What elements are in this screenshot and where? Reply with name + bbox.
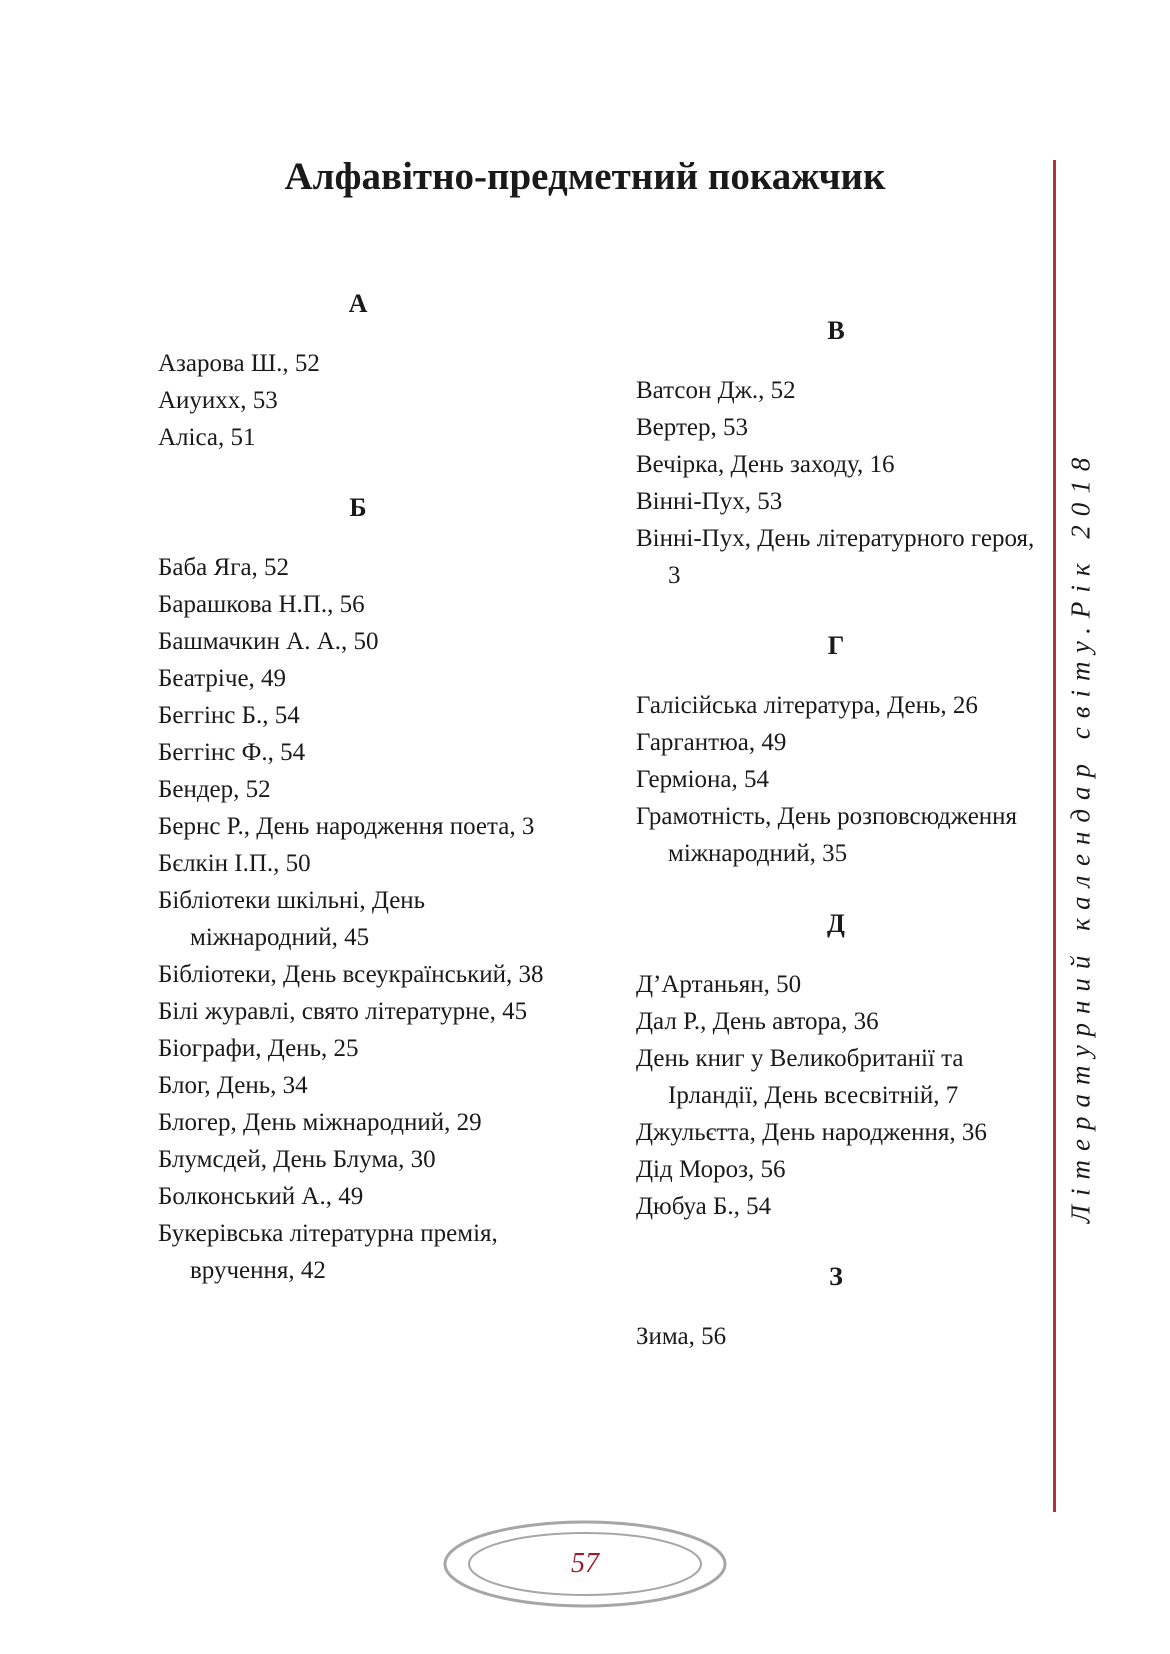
index-entry-list bbox=[158, 549, 558, 1289]
page-title: Алфавітно-предметний покажчик bbox=[284, 155, 886, 198]
index-entry: Беатріче, 49 bbox=[158, 665, 287, 693]
index-section bbox=[158, 492, 558, 1289]
index-entry: Беггінс Ф., 54 bbox=[158, 739, 306, 767]
section-letter: Д bbox=[827, 909, 845, 939]
index-entry: Блогер, День міжнародний, 29 bbox=[158, 1109, 482, 1137]
index-entry-list bbox=[158, 345, 558, 456]
index-entry: Вінні-Пух, 53 bbox=[636, 488, 783, 516]
index-entry-list bbox=[636, 372, 1036, 594]
index-entry: День книг у Великобританії та Ірландії, День всесвітній, 7 bbox=[636, 1044, 964, 1109]
index-entry: Дід Мороз, 56 bbox=[636, 1155, 786, 1183]
index-entry: Бєлкін І.П., 50 bbox=[158, 850, 311, 878]
section-letter: В bbox=[827, 316, 845, 345]
index-entry: Бернс Р., День народження поета, 3 bbox=[158, 813, 535, 841]
index-entry: Зима, 56 bbox=[636, 1322, 727, 1350]
index-entry-list bbox=[636, 966, 1036, 1225]
index-entry: Баба Яга, 52 bbox=[158, 554, 290, 582]
index-entry: Блог, День, 34 bbox=[158, 1072, 308, 1100]
index-entry: Галісійська література, День, 26 bbox=[636, 692, 978, 720]
index-entry: Азарова Ш., 52 bbox=[158, 350, 320, 378]
section-letter: З bbox=[829, 1261, 843, 1291]
page-number: 57 bbox=[571, 1548, 599, 1579]
index-section bbox=[636, 630, 1036, 872]
index-entry: Грамотність, День розповсюдження міжнародний, 35 bbox=[636, 803, 1018, 868]
index-entry: Дал Р., День автора, 36 bbox=[636, 1007, 879, 1035]
page-number-badge bbox=[440, 1518, 730, 1610]
index-entry: Вертер, 53 bbox=[636, 414, 748, 442]
index-entry: Аиуихх, 53 bbox=[158, 387, 278, 415]
index-entry: Білі журавлі, свято літературне, 45 bbox=[158, 998, 528, 1026]
index-entry: Бібліотеки, День всеукраїнський, 38 bbox=[158, 961, 544, 989]
index-entry: Аліса, 51 bbox=[158, 424, 256, 452]
index-entry: Біографи, День, 25 bbox=[158, 1035, 359, 1063]
index-entry: Герміона, 54 bbox=[636, 766, 770, 794]
index-section bbox=[636, 908, 1036, 1224]
index-entry: Ватсон Дж., 52 bbox=[636, 377, 796, 405]
index-entry: Гаргантюа, 49 bbox=[636, 729, 787, 757]
index-entry: Букерівська літературна премія, вручення, 42 bbox=[158, 1220, 498, 1285]
side-caption: Літературний календар світу.Рік 2018 bbox=[1065, 448, 1096, 1224]
index-entry: Бібліотеки шкільні, День міжнародний, 45 bbox=[158, 887, 426, 952]
index-entry: Бендер, 52 bbox=[158, 776, 271, 804]
index-entry: Дюбуа Б., 54 bbox=[636, 1192, 772, 1220]
index-entry: Блумсдей, День Блума, 30 bbox=[158, 1146, 436, 1174]
section-letter: А bbox=[348, 289, 368, 318]
index-entry: Барашкова Н.П., 56 bbox=[158, 591, 365, 619]
index-entry: Вечірка, День заходу, 16 bbox=[636, 451, 895, 479]
index-entry: Беггінс Б., 54 bbox=[158, 702, 300, 730]
index-section bbox=[636, 1261, 1036, 1355]
index-entry: Башмачкин А. А., 50 bbox=[158, 628, 379, 656]
section-letter: Б bbox=[349, 493, 367, 523]
index-column-left bbox=[158, 288, 558, 1289]
index-section bbox=[158, 288, 558, 456]
index-entry: Джульєтта, День народження, 36 bbox=[636, 1118, 987, 1146]
index-section bbox=[636, 315, 1036, 594]
index-entry-list bbox=[636, 687, 1036, 872]
index-entry: Д’Артаньян, 50 bbox=[636, 970, 802, 998]
index-entry: Вінні-Пух, День літературного героя, 3 bbox=[636, 525, 1035, 590]
section-letter: Г bbox=[827, 631, 845, 661]
index-column-right bbox=[636, 315, 1036, 1355]
side-rule bbox=[1053, 160, 1056, 1512]
index-entry-list bbox=[636, 1318, 1036, 1355]
index-entry: Болконський А., 49 bbox=[158, 1183, 364, 1211]
